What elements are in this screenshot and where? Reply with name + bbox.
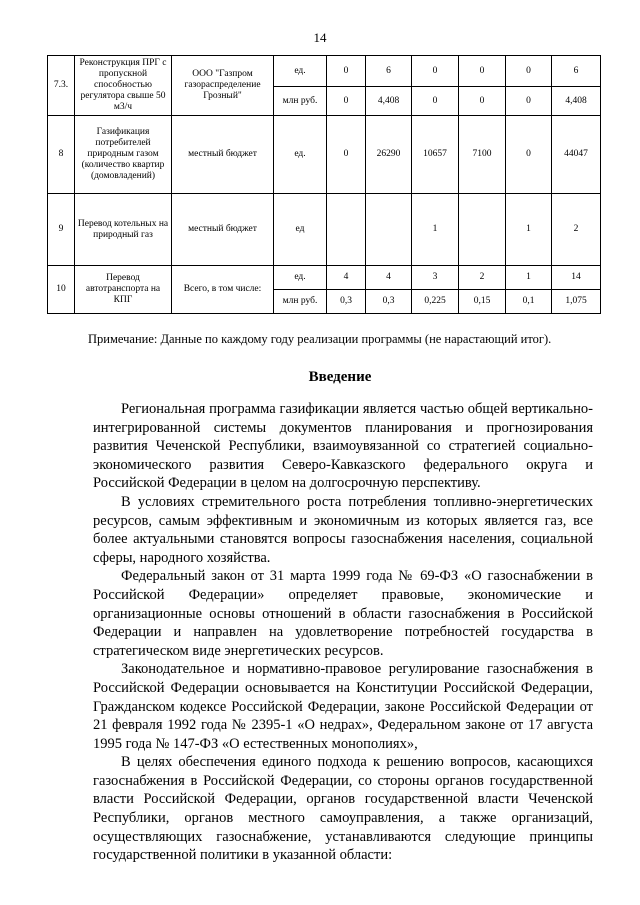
cell-total: 44047 — [552, 116, 601, 194]
row-unit: млн руб. — [274, 290, 327, 314]
cell-value: 0 — [459, 87, 506, 116]
row-source: местный бюджет — [172, 194, 274, 266]
cell-value: 0,15 — [459, 290, 506, 314]
paragraph: Региональная программа газификации является частью общей вертикально-интегрированной системы документов планирования и прогнозирования развития Чеченской Республики, взаимоувязанной со стратегией социально-экономического развития Северо-Кавказского федерального округа и Российской Федерации в целом на долгосрочную перспективу. — [93, 401, 593, 492]
table-row — [48, 194, 601, 266]
paragraph: В целях обеспечения единого подхода к решению вопросов, касающихся газоснабжения в Российской Федерации, со стороны органов государственной власти Российской Федерации, органов государственной власти Чеченской Республики, органов местного самоуправления, а также организаций, осуществляющих газоснабжение, устанавливаются следующие принципы государственной политики в указанной области: — [93, 754, 593, 864]
paragraph: В условиях стремительного роста потребления топливно-энергетических ресурсов, самым эффективным и экономичным из которых является газ, все более актуальными становятся вопросы газоснабжения населения, социальной сферы, народного хозяйства. — [93, 493, 593, 566]
cell-total: 1,075 — [552, 290, 601, 314]
cell-value: 0,3 — [366, 290, 412, 314]
table-row — [48, 56, 601, 87]
cell-value: 0 — [327, 56, 366, 87]
cell-value: 1 — [506, 266, 552, 290]
row-number: 7.3. — [48, 56, 75, 116]
row-number: 9 — [48, 194, 75, 266]
cell-value: 4 — [327, 266, 366, 290]
cell-value: 0 — [412, 87, 459, 116]
body-text — [93, 400, 593, 865]
cell-value: 4 — [366, 266, 412, 290]
row-name: Перевод автотранспорта на КПГ — [75, 266, 172, 314]
row-unit: ед. — [274, 266, 327, 290]
paragraph: Законодательное и нормативно-правовое регулирование газоснабжения в Российской Федерации основывается на Конституции Российской Федерации, Гражданском кодексе Российской Федерации, законе Российской Федерации от 21 февраля 1992 года № 2395-1 «О недрах», Федеральном законе от 17 августа 1995 года № 147-ФЗ «О естественных монополиях», — [93, 661, 593, 752]
cell-total: 2 — [552, 194, 601, 266]
cell-value: 3 — [412, 266, 459, 290]
row-unit: ед. — [274, 116, 327, 194]
cell-value: 0,3 — [327, 290, 366, 314]
cell-value: 2 — [459, 266, 506, 290]
row-unit: ед. — [274, 56, 327, 87]
section-heading: Введение — [308, 369, 372, 385]
cell-value: 0 — [506, 116, 552, 194]
paragraph: Федеральный закон от 31 марта 1999 года № 69-ФЗ «О газоснабжении в Российской Федерации» определяет правовые, экономические и организационные основы отношений в области газоснабжения в Российской Федерации и направлен на удовлетворение потребностей государства в стратегическом виде энергетических ресурсов. — [93, 568, 593, 659]
cell-value: 4,408 — [366, 87, 412, 116]
cell-value: 0 — [327, 87, 366, 116]
cell-total: 6 — [552, 56, 601, 87]
cell-value: 0,1 — [506, 290, 552, 314]
cell-value — [366, 194, 412, 266]
row-name: Газификация потребителей природным газом (количество квартир (домовладений) — [75, 116, 172, 194]
table-row — [48, 116, 601, 194]
row-source: ООО "Газпром газораспределение Грозный" — [172, 56, 274, 116]
table-row — [48, 266, 601, 290]
program-table — [47, 55, 601, 314]
cell-value: 1 — [412, 194, 459, 266]
table-note: Примечание: Данные по каждому году реализации программы (не нарастающий итог). — [88, 332, 552, 346]
cell-value: 0 — [327, 116, 366, 194]
cell-total: 14 — [552, 266, 601, 290]
cell-value: 0 — [459, 56, 506, 87]
cell-value — [327, 194, 366, 266]
cell-value: 0 — [506, 87, 552, 116]
row-number: 10 — [48, 266, 75, 314]
cell-value: 0 — [412, 56, 459, 87]
cell-value: 10657 — [412, 116, 459, 194]
row-source: Всего, в том числе: — [172, 266, 274, 314]
cell-value — [459, 194, 506, 266]
row-unit: ед — [274, 194, 327, 266]
cell-value: 0 — [506, 56, 552, 87]
row-number: 8 — [48, 116, 75, 194]
row-source: местный бюджет — [172, 116, 274, 194]
row-name: Реконструкция ПРГ с пропускной способностью регулятора свыше 50 м3/ч — [75, 56, 172, 116]
row-unit: млн руб. — [274, 87, 327, 116]
page-number: 14 — [313, 30, 327, 45]
cell-value: 0,225 — [412, 290, 459, 314]
cell-value: 6 — [366, 56, 412, 87]
cell-value: 7100 — [459, 116, 506, 194]
cell-value: 26290 — [366, 116, 412, 194]
cell-value: 1 — [506, 194, 552, 266]
row-name: Перевод котельных на природный газ — [75, 194, 172, 266]
cell-total: 4,408 — [552, 87, 601, 116]
